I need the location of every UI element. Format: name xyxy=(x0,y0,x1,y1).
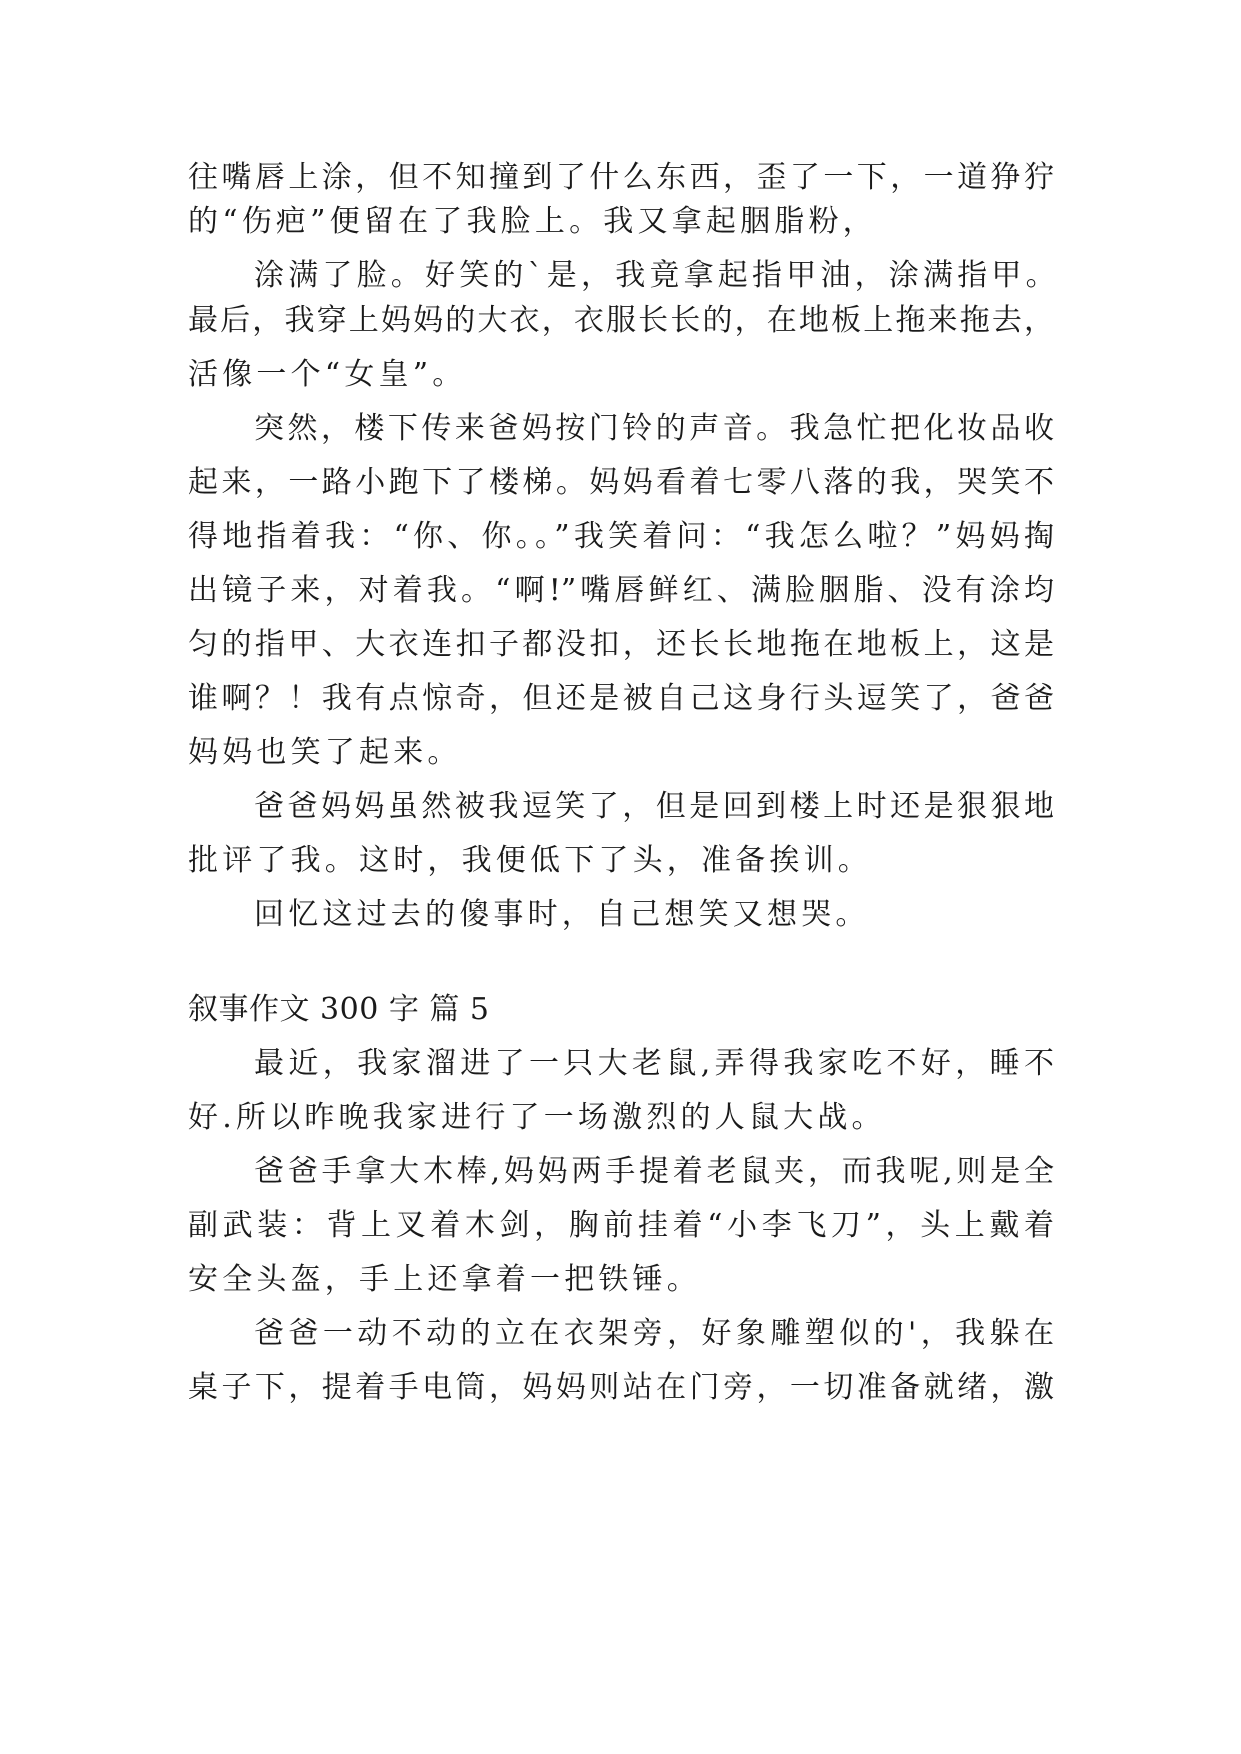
text-line: 活像一个“女皇”。 xyxy=(188,357,467,392)
section-heading: 叙事作文 300 字 篇 5 xyxy=(188,992,490,1027)
text-line: 的“伤疤”便留在了我脸上。我又拿起胭脂粉， xyxy=(188,204,877,239)
text-line: 安全头盔，手上还拿着一把铁锤。 xyxy=(188,1262,701,1297)
text-line: 突然，楼下传来爸妈按门铃的声音。我急忙把化妆品收 xyxy=(254,411,1054,446)
text-line: 妈妈也笑了起来。 xyxy=(188,735,462,770)
text-line: 桌子下，提着手电筒，妈妈则站在门旁，一切准备就绪，激 xyxy=(188,1370,1054,1405)
text-line: 最近，我家溜进了一只大老鼠,弄得我家吃不好，睡不 xyxy=(254,1046,1054,1081)
text-line: 爸爸妈妈虽然被我逗笑了，但是回到楼上时还是狠狠地 xyxy=(254,789,1054,824)
text-line: 出镜子来，对着我。“啊!”嘴唇鲜红、满脸胭脂、没有涂均 xyxy=(188,573,1054,608)
text-line: 好.所以昨晚我家进行了一场激烈的人鼠大战。 xyxy=(188,1100,886,1135)
text-line: 批评了我。这时，我便低下了头，准备挨训。 xyxy=(188,843,872,878)
text-line: 谁啊？！我有点惊奇，但还是被自己这身行头逗笑了，爸爸 xyxy=(188,681,1054,716)
text-line: 匀的指甲、大衣连扣子都没扣，还长长地拖在地板上，这是 xyxy=(188,627,1054,662)
text-line: 爸爸一动不动的立在衣架旁，好象雕塑似的'，我躲在 xyxy=(254,1316,1054,1351)
text-line: 副武装：背上叉着木剑，胸前挂着“小李飞刀”，头上戴着 xyxy=(188,1208,1054,1243)
text-line: 往嘴唇上涂，但不知撞到了什么东西，歪了一下，一道狰狞 xyxy=(188,160,1054,195)
text-line: 涂满了脸。好笑的`是，我竟拿起指甲油，涂满指甲。 xyxy=(254,258,1060,293)
text-line: 起来，一路小跑下了楼梯。妈妈看着七零八落的我，哭笑不 xyxy=(188,465,1054,500)
text-line: 爸爸手拿大木棒,妈妈两手提着老鼠夹，而我呢,则是全 xyxy=(254,1154,1054,1189)
text-line: 最后，我穿上妈妈的大衣，衣服长长的，在地板上拖来拖去， xyxy=(188,303,1054,338)
text-line: 得地指着我：“你、你。。”我笑着问：“我怎么啦？”妈妈掏 xyxy=(188,519,1054,554)
text-line: 回忆这过去的傻事时，自己想笑又想哭。 xyxy=(254,897,870,932)
